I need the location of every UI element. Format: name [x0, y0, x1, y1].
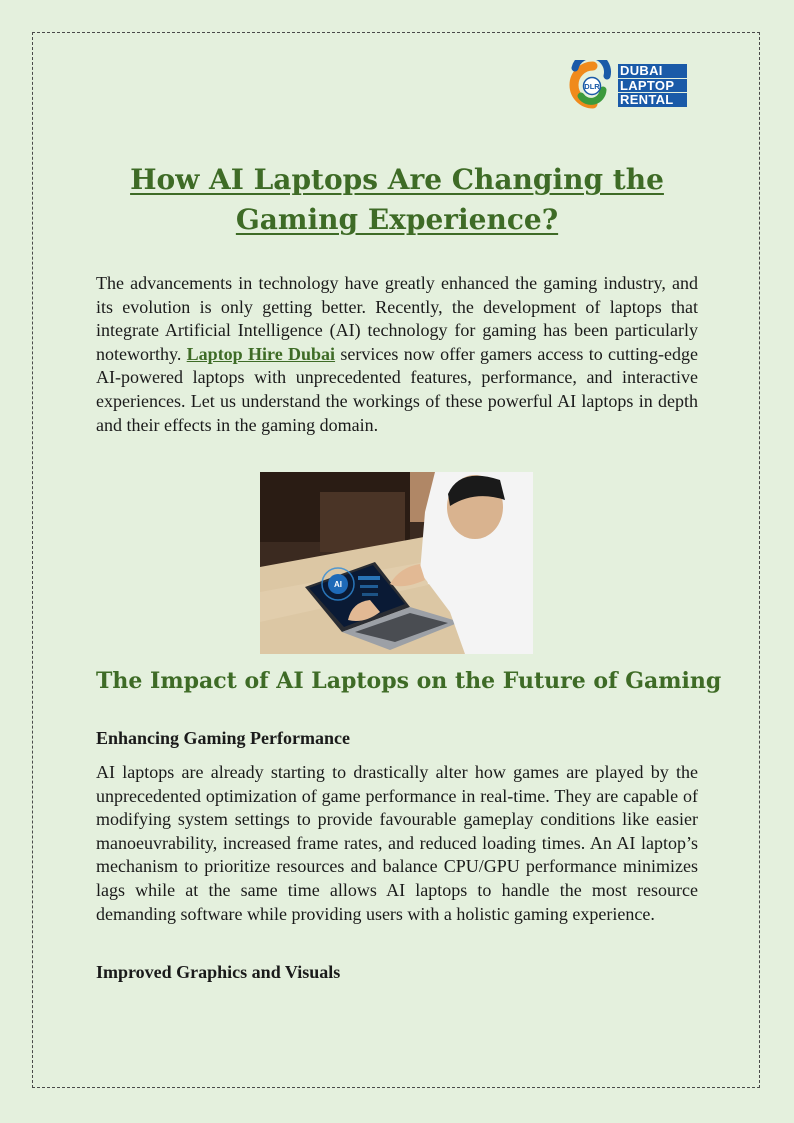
- company-logo[interactable]: [563, 60, 687, 110]
- ai-laptop-photo: [260, 472, 533, 654]
- logo-word-3: RENTAL: [618, 93, 687, 107]
- logo-badge-text: DLR: [584, 82, 600, 91]
- laptop-illustration: [260, 472, 533, 654]
- intro-text-before: The advancements in technology have greatly enhanced the gaming industry, and its evolution is only getting better. Recently, the development of laptops that integrate Artificial Intelligence (AI) technology for gaming has been particularly noteworthy.: [96, 273, 698, 364]
- subheading-graphics: Improved Graphics and Visuals: [96, 962, 341, 982]
- logo-mark-icon: [563, 60, 617, 110]
- section-heading: The Impact of AI Laptops on the Future of Gaming: [96, 668, 722, 694]
- subheading-performance: Enhancing Gaming Performance: [96, 728, 350, 748]
- logo-word-1: DUBAI: [618, 64, 687, 78]
- intro-paragraph: [96, 272, 698, 437]
- screen-ai-label: AI: [334, 580, 342, 589]
- page-title: How AI Laptops Are Changing the Gaming Experience?: [130, 163, 664, 236]
- logo-word-2: LAPTOP: [618, 79, 687, 93]
- intro-text-after: services now offer gamers access to cutting-edge AI-powered laptops with unprecedented features, performance, and interactive experiences. Let us understand the workings of these powerful AI laptops in depth and their effects in the gaming domain.: [96, 343, 698, 435]
- performance-paragraph: AI laptops are already starting to drastically alter how games are played by the unprecedented optimization of game performance in real-time. They are capable of modifying system settings to provide favourable gameplay conditions like easier manoeuvrability, increased frame rates, and reduced loading times. An AI laptop’s mechanism to prioritize resources and balance CPU/GPU performance minimizes lags while at the same time allows AI laptops to handle the most resource demanding software while providing users with a holistic gaming experience.: [96, 762, 698, 924]
- laptop-hire-dubai-link[interactable]: Laptop Hire Dubai: [186, 343, 336, 364]
